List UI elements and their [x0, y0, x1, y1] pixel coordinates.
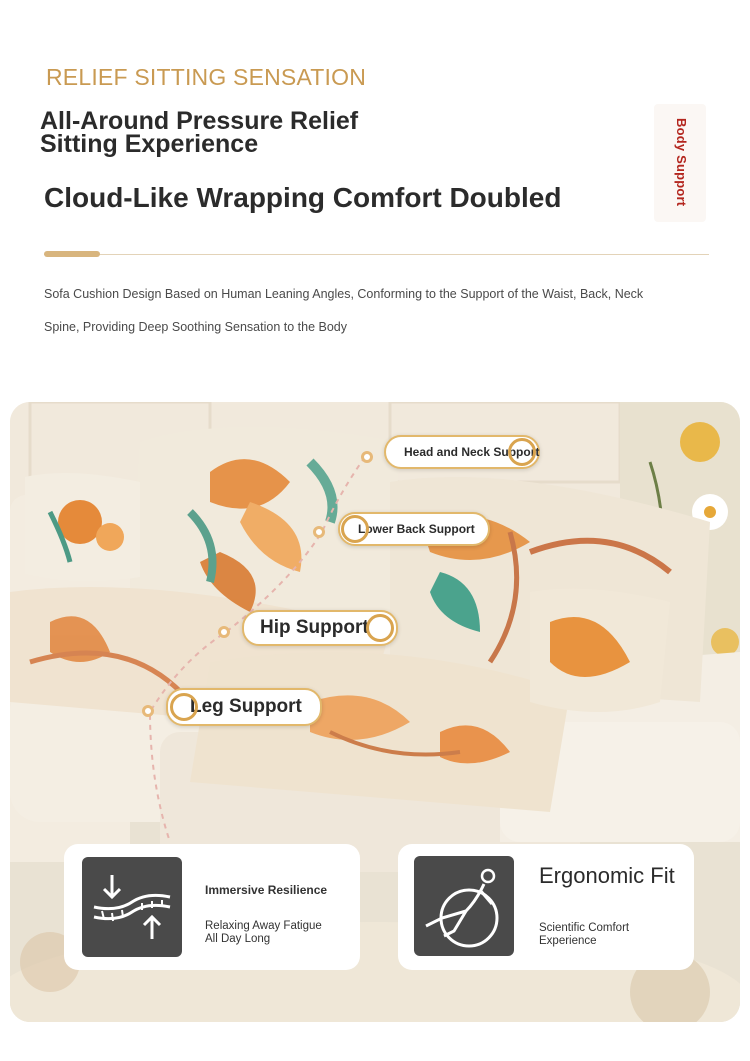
headline-line-2: Sitting Experience [40, 130, 259, 158]
ring-icon [170, 693, 198, 721]
side-tag-label: Body Support [674, 118, 689, 207]
divider [44, 254, 709, 255]
resilience-icon [82, 857, 182, 957]
ergonomic-title: Ergonomic Fit [539, 863, 675, 888]
description-line-1: Sofa Cushion Design Based on Human Leaning Angles, Conforming to the Support of the Waist, Back, Neck [44, 287, 644, 301]
resilience-subtitle: Relaxing Away Fatigue All Day Long [205, 920, 322, 945]
resilience-title: Immersive Resilience [205, 883, 328, 897]
lower-back-marker [313, 526, 325, 538]
side-tag [654, 104, 706, 222]
feature-card-ergonomic [398, 844, 694, 970]
head-neck-marker [361, 451, 373, 463]
divider-accent [44, 251, 100, 257]
ring-icon [366, 614, 394, 642]
leg-support-label [166, 688, 322, 726]
ring-icon [341, 515, 369, 543]
hip-marker [218, 626, 230, 638]
description-line-2: Spine, Providing Deep Soothing Sensation to the Body [44, 320, 347, 334]
ergonomic-chair-icon [414, 856, 514, 956]
headline [40, 107, 420, 158]
head-neck-support-text: Head and Neck Support [404, 445, 540, 459]
ergonomic-subtitle: Scientific Comfort Experience [539, 922, 630, 947]
hip-support-text: Hip Support [260, 617, 369, 638]
lower-back-support-label [338, 512, 490, 546]
eyebrow-title: RELIEF SITTING SENSATION [46, 64, 367, 90]
head-neck-support-label [384, 435, 540, 469]
description [44, 278, 714, 344]
hip-support-label [242, 610, 398, 646]
headline-line-1: All-Around Pressure Relief [40, 107, 359, 135]
subheadline: Cloud-Like Wrapping Comfort Doubled [44, 182, 562, 213]
leg-marker [142, 705, 154, 717]
feature-card-resilience [64, 844, 360, 970]
leg-support-text: Leg Support [190, 696, 302, 717]
lower-back-support-text: Lower Back Support [358, 522, 475, 536]
ring-icon [508, 438, 536, 466]
